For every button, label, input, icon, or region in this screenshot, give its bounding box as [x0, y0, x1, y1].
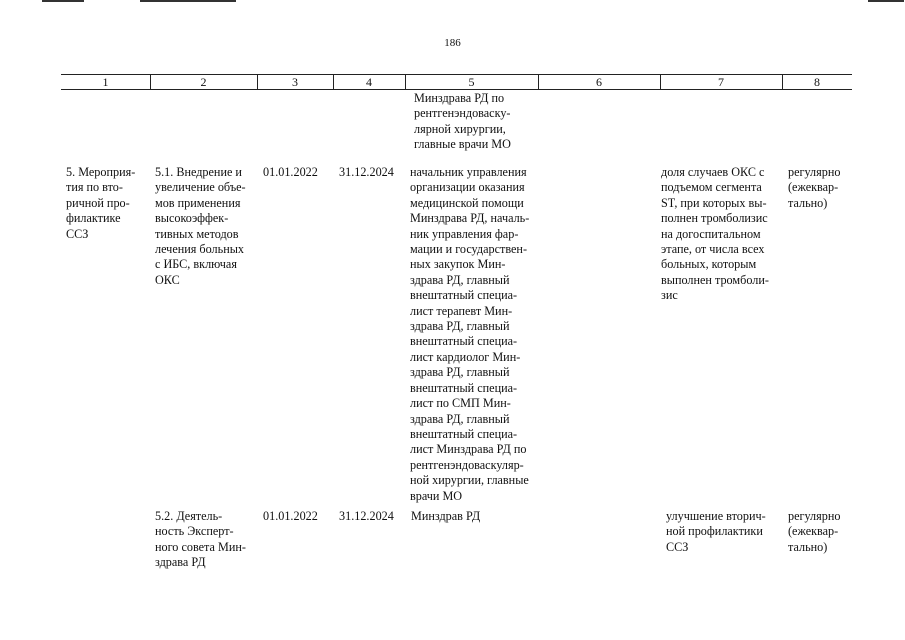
activity-cell: 5. Мероприя- тия по вто- ричной про- филактике ССЗ: [66, 165, 136, 241]
column-header-4: 4: [366, 75, 372, 89]
page-number: 186: [444, 37, 461, 49]
column-header-6: 6: [596, 75, 602, 89]
frequency-cell: регулярно (ежеквар- тально): [788, 165, 841, 210]
responsible-cell: начальник управления организации оказания медицинской помощи Минздрава РД, началь- ник управления фар- мации и государствен- ных закупок Мин- здрава РД, главный внештатный специа- лист терапевт Мин- здрава РД, главный внештатный специа- лист кардиолог Мин- здрава РД, главный внештатный специа- лист по СМП Мин- здрава РД, главный внештатный специа- лист Минздрава РД по рентгенэндоваскуляр- ной хирургии, главные врачи МО: [410, 165, 530, 503]
column-header-2: 2: [200, 75, 207, 89]
start-date-cell: 01.01.2022: [263, 509, 318, 523]
scan-artifact: [42, 0, 84, 2]
responsible-cell: Минздрав РД: [411, 509, 481, 523]
scan-artifact: [140, 0, 236, 2]
column-header-7: 7: [718, 75, 724, 89]
scan-artifact: [868, 0, 904, 2]
column-header-8: 8: [814, 75, 820, 89]
result-indicator-cell: улучшение вторич- ной профилактики ССЗ: [666, 509, 766, 554]
end-date-cell: 31.12.2024: [339, 509, 394, 523]
measure-cell: 5.1. Внедрение и увеличение объе- мов применения высокоэффек- тивных методов лечения больных с ИБС, включая ОКС: [155, 165, 246, 287]
header-bottom-rule: [61, 89, 852, 90]
measure-cell: 5.2. Деятель- ность Эксперт- ного совета Мин- здрава РД: [155, 509, 246, 570]
end-date-cell: 31.12.2024: [339, 165, 394, 179]
result-indicator-cell: доля случаев ОКС с подъемом сегмента ST, при которых вы- полнен тромболизис на догоспитальном этапе, от числа всех больных, которым выполнен тромболи- зис: [661, 165, 769, 303]
responsible-cell: Минздрава РД по рентгенэндоваску- лярной хирургии, главные врачи МО: [414, 91, 511, 152]
column-header-1: 1: [102, 75, 109, 89]
column-header-3: 3: [292, 75, 298, 89]
start-date-cell: 01.01.2022: [263, 165, 318, 179]
frequency-cell: регулярно (ежеквар- тально): [788, 509, 841, 554]
column-header-5: 5: [468, 75, 475, 89]
